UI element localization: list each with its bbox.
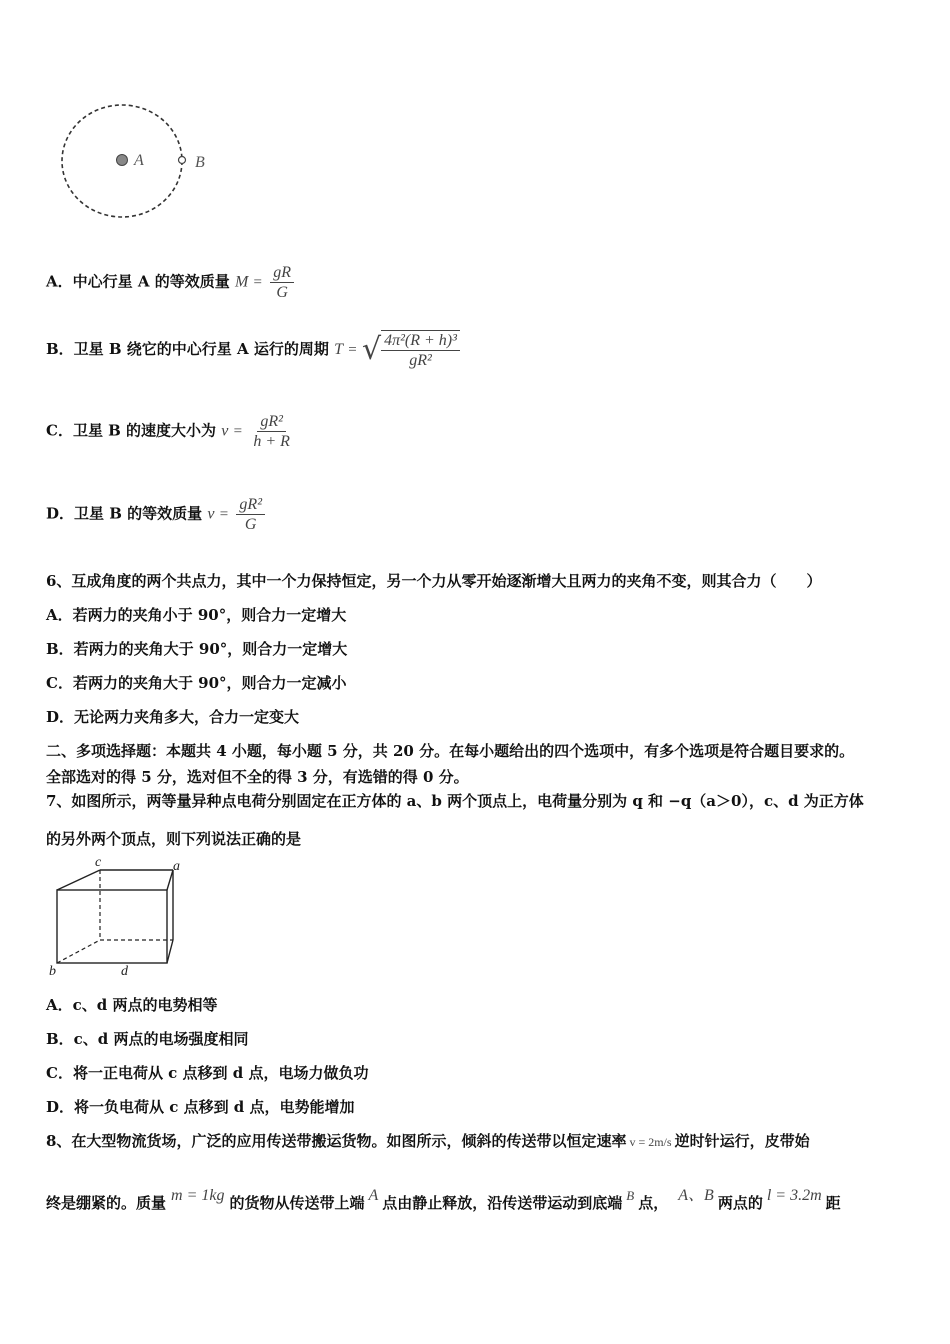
q7-stem-line1: 7、如图所示，两等量异种点电荷分别固定在正方体的 a、b 两个顶点上，电荷量分别为 q 和 −q（a＞0），c、d 为正方体 — [46, 792, 864, 810]
fraction: $\frac{\text{gR²}}{G}$ — [236, 495, 265, 534]
q6-option-c: C．若两力的夹角大于 90°，则合力一定减小 — [46, 674, 347, 692]
section2-subtext: 全部选对的得 5 分，选对但不全的得 3 分，有选错的得 0 分。 — [46, 768, 469, 786]
q7-option-a: A．c、d 两点的电势相等 — [46, 996, 218, 1014]
cube-hidden-edge — [57, 940, 100, 963]
q7-option-c: C．将一正电荷从 c 点移到 d 点，电场力做负功 — [46, 1064, 369, 1082]
section2-heading: 二、多项选择题：本题共 4 小题，每小题 5 分，共 20 分。在每小题给出的四个选项中，有多个选项是符合题目要求的。 — [46, 742, 855, 760]
satellite-b — [179, 157, 186, 164]
fraction: $\frac{gR}{G}$ — [270, 263, 294, 302]
q8-stem-line1: 8、在大型物流货场，广泛的应用传送带搬运货物。如图所示，倾斜的传送带以恒定速率 v = 2m/s 逆时针运行，皮带始 — [46, 1132, 810, 1150]
vertex-b-label: b — [49, 964, 56, 979]
q7-stem-line2: 的另外两个顶点，则下列说法正确的是 — [46, 830, 302, 848]
sqrt-sign: √ — [361, 332, 382, 367]
q7-option-b: B．c、d 两点的电场强度相同 — [46, 1030, 249, 1048]
label-b: B — [195, 154, 205, 171]
q7-option-d: D．将一负电荷从 c 点移到 d 点，电势能增加 — [46, 1098, 355, 1116]
fraction: $\frac{\text{gR²}}{h + R}$ — [253, 413, 290, 450]
q6-option-b: B．若两力的夹角大于 90°，则合力一定增大 — [46, 640, 348, 658]
vertex-d-label: d — [121, 964, 128, 979]
q8-stem-line2: 终是绷紧的。质量 m = 1kg 的货物从传送带上端 A 点由静止释放，沿传送带运动到底端 B 点， A、B 两点的 l = 3.2m 距 — [46, 1187, 841, 1212]
q5-option-b: B．卫星 B 绕它的中心行星 A 运行的周期 T = √ $\frac{\text{4π²(R + h)³}}{\text{gR²}}$ — [46, 330, 460, 370]
cube-diagram — [45, 855, 195, 980]
cube-front-face — [57, 890, 167, 963]
cube-edge — [57, 870, 100, 890]
vertex-a-label: a — [173, 859, 180, 874]
label-a: A — [134, 152, 144, 169]
q5-option-d: D．卫星 B 的等效质量 v = $\frac{\text{gR²}}{G}$ — [46, 495, 265, 534]
cube-edge — [167, 940, 173, 963]
fraction: $\frac{\text{4π²(R + h)³}}{\text{gR²}}$ — [381, 330, 460, 370]
q6-stem: 6、互成角度的两个共点力，其中一个力保持恒定，另一个力从零开始逐渐增大且两力的夹角不变，则其合力（ ） — [46, 572, 822, 590]
planet-a — [117, 155, 128, 166]
q5-option-a: A．中心行星 A 的等效质量 M = $\frac{gR}{G}$ — [46, 263, 294, 302]
q5-option-c: C．卫星 B 的速度大小为 v = $\frac{\text{gR²}}{h + R}$ — [46, 412, 293, 451]
orbit-diagram — [55, 95, 225, 225]
q6-option-a: A．若两力的夹角小于 90°，则合力一定增大 — [46, 606, 347, 624]
vertex-c-label: c — [95, 855, 102, 870]
q6-option-d: D．无论两力夹角多大，合力一定变大 — [46, 708, 300, 726]
